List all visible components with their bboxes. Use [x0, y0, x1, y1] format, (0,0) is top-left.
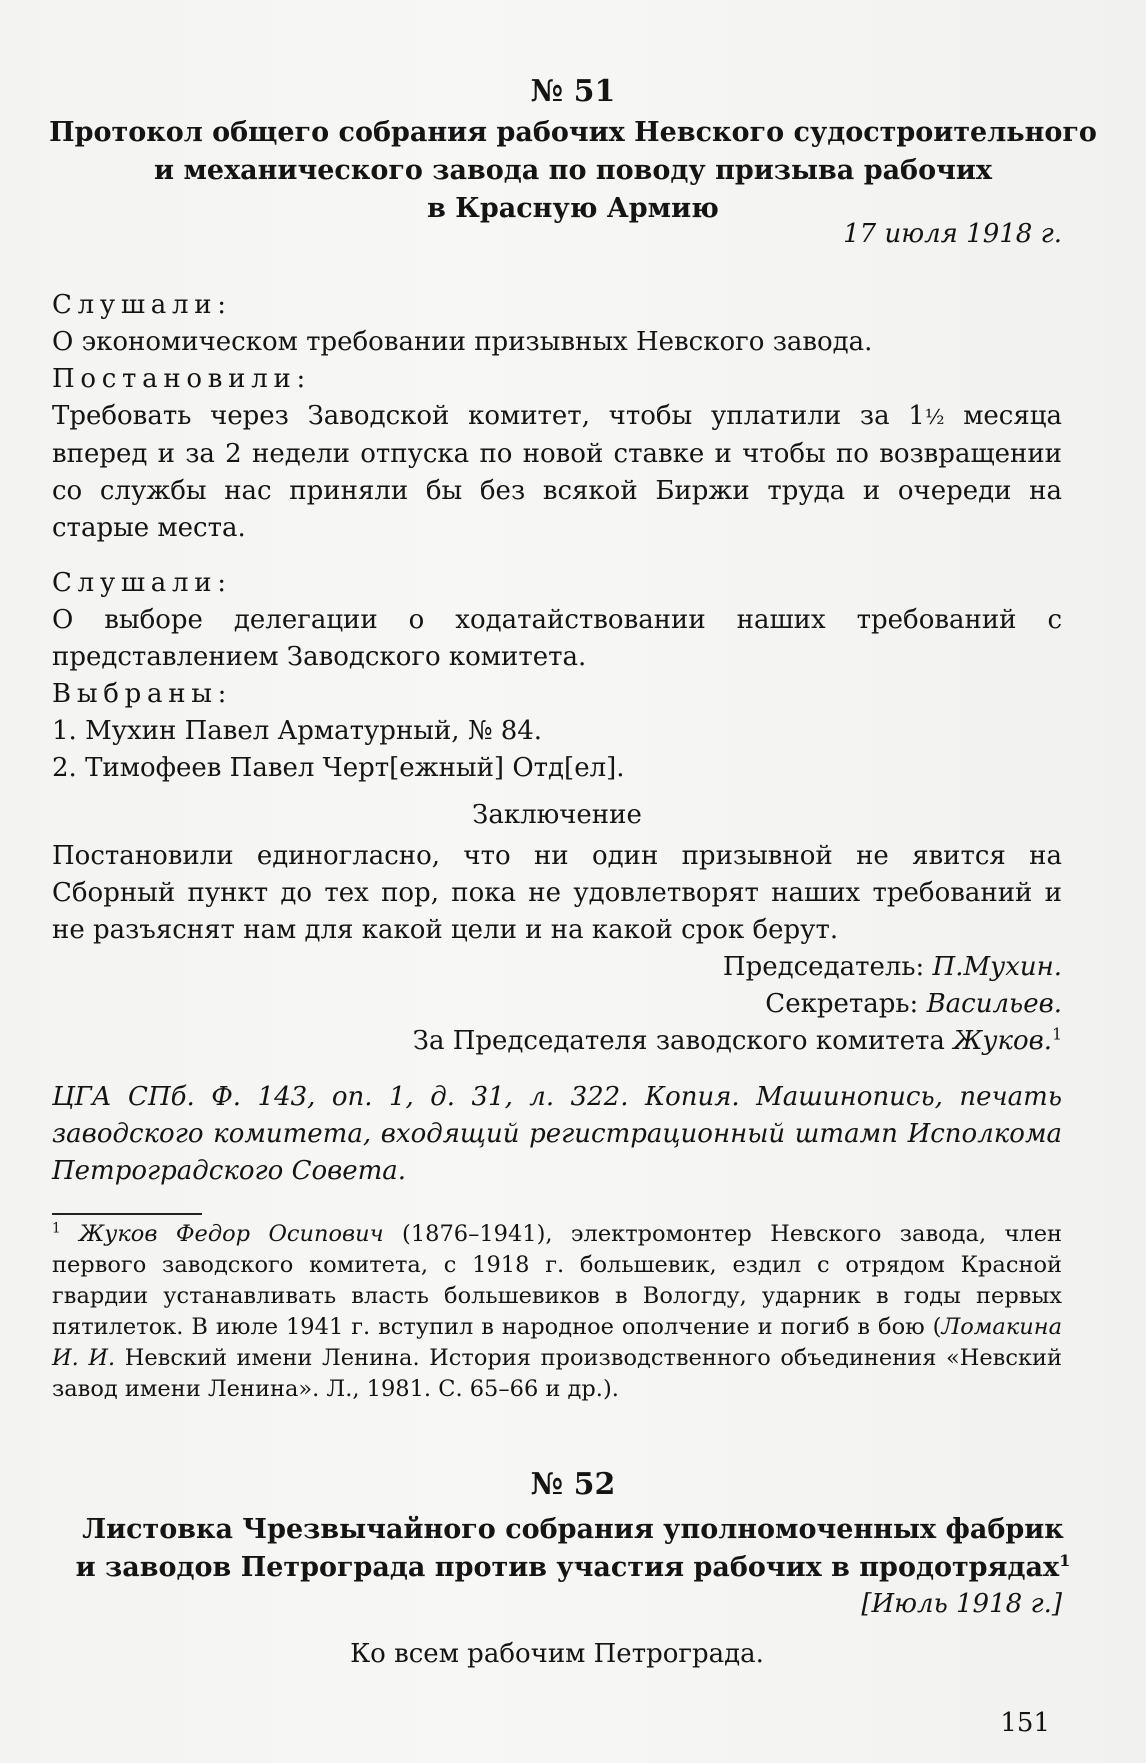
decided-text-start: Требовать через Заводской комитет, чтобы уплатили за 1 — [52, 401, 925, 431]
secretary-signature — [52, 986, 1062, 1023]
footnote-marker: 1 — [1052, 1025, 1062, 1044]
title-line-text: и заводов Петрограда против участия рабочих в продотрядах — [75, 1552, 1060, 1583]
chairman-signature — [52, 949, 1062, 986]
title-line: и механического завода по поводу призыва рабочих — [154, 155, 992, 186]
fraction: ½ — [924, 405, 945, 429]
elected-label: Выбраны: — [52, 679, 233, 709]
heard-label: Слушали: — [52, 568, 232, 598]
document-52-number: № 52 — [530, 1467, 616, 1502]
footnote-number: 1 — [52, 1220, 61, 1237]
archive-source: ЦГА СПб. Ф. 143, оп. 1, д. 31, л. 322. Копия. Машинопись, печать заводского комитета, входящий регистрационный штамп Исполкома Петроградского Совета. — [52, 1082, 1062, 1186]
title-line: в Красную Армию — [427, 193, 719, 224]
footnote — [52, 1219, 1062, 1405]
secretary-label: Секретарь: — [765, 989, 927, 1019]
document-51-title — [40, 114, 1106, 228]
page-number: 151 — [1000, 1708, 1050, 1738]
footnote-marker: 1 — [1059, 1551, 1071, 1570]
secretary-name: Васильев. — [926, 989, 1062, 1019]
document-52-title — [40, 1511, 1106, 1587]
conclusion-heading: Заключение — [472, 800, 642, 830]
footnote-author: Ломакина И. И. — [52, 1314, 1062, 1371]
title-line: Листовка Чрезвычайного собрания уполномоченных фабрик — [82, 1514, 1064, 1545]
decided-text — [52, 398, 1062, 547]
decided-label: Постановили: — [52, 364, 311, 394]
heard-label: Слушали: — [52, 290, 232, 320]
footnote-text: (1876–1941), электромонтер Невского завода, член первого заводского комитета, с 1918 г. большевик, ездил с отрядом Красной гвардии устанавливать власть большевиков в Вологду, ударник в годы первых пятилеток. В июле 1941 г. вступил в народное ополчение и погиб в бою ( — [52, 1221, 1063, 1340]
footnote-text: Невский имени Ленина. История производственного объединения «Невский завод имени Ленина». Л., 1981. С. 65–66 и др.). — [52, 1345, 1063, 1402]
chairman-label: Председатель: — [722, 952, 933, 982]
document-51-number: № 51 — [530, 74, 616, 109]
document-51-date: 17 июля 1918 г. — [843, 219, 1062, 249]
elected-item: 1. Мухин Павел Арматурный, № 84. — [52, 716, 543, 746]
title-line: Протокол общего собрания рабочих Невского судостроительного — [49, 117, 1097, 148]
elected-item: 2. Тимофеев Павел Черт[ежный] Отд[ел]. — [52, 753, 625, 783]
leaflet-greeting: Ко всем рабочим Петрограда. — [350, 1639, 764, 1669]
footnote-divider — [52, 1213, 202, 1215]
committee-name: Жуков. — [953, 1026, 1053, 1056]
committee-label: За Председателя заводского комитета — [412, 1026, 954, 1056]
title-line — [40, 1549, 1106, 1587]
decided-text-end: месяца вперед и за 2 недели отпуска по новой ставке и чтобы по возвращении со службы нас приняли бы без всякой Биржи труда и очереди на старые места. — [52, 401, 1062, 543]
chairman-name: П.Мухин. — [932, 952, 1062, 982]
heard-text: О экономическом требовании призывных Невского завода. — [52, 327, 873, 357]
footnote-person: Жуков Федор Осипович — [79, 1221, 384, 1247]
committee-signature — [52, 1023, 1062, 1060]
document-52-date: [Июль 1918 г.] — [861, 1589, 1062, 1619]
conclusion-text: Постановили единогласно, что ни один призывной не явится на Сборный пункт до тех пор, пока не удовлетворят наших требований и не разъяснят нам для какой цели и на какой срок берут. — [52, 841, 1062, 945]
heard-text: О выборе делегации о ходатайствовании наших требований с представлением Заводского комитета. — [52, 605, 1062, 672]
